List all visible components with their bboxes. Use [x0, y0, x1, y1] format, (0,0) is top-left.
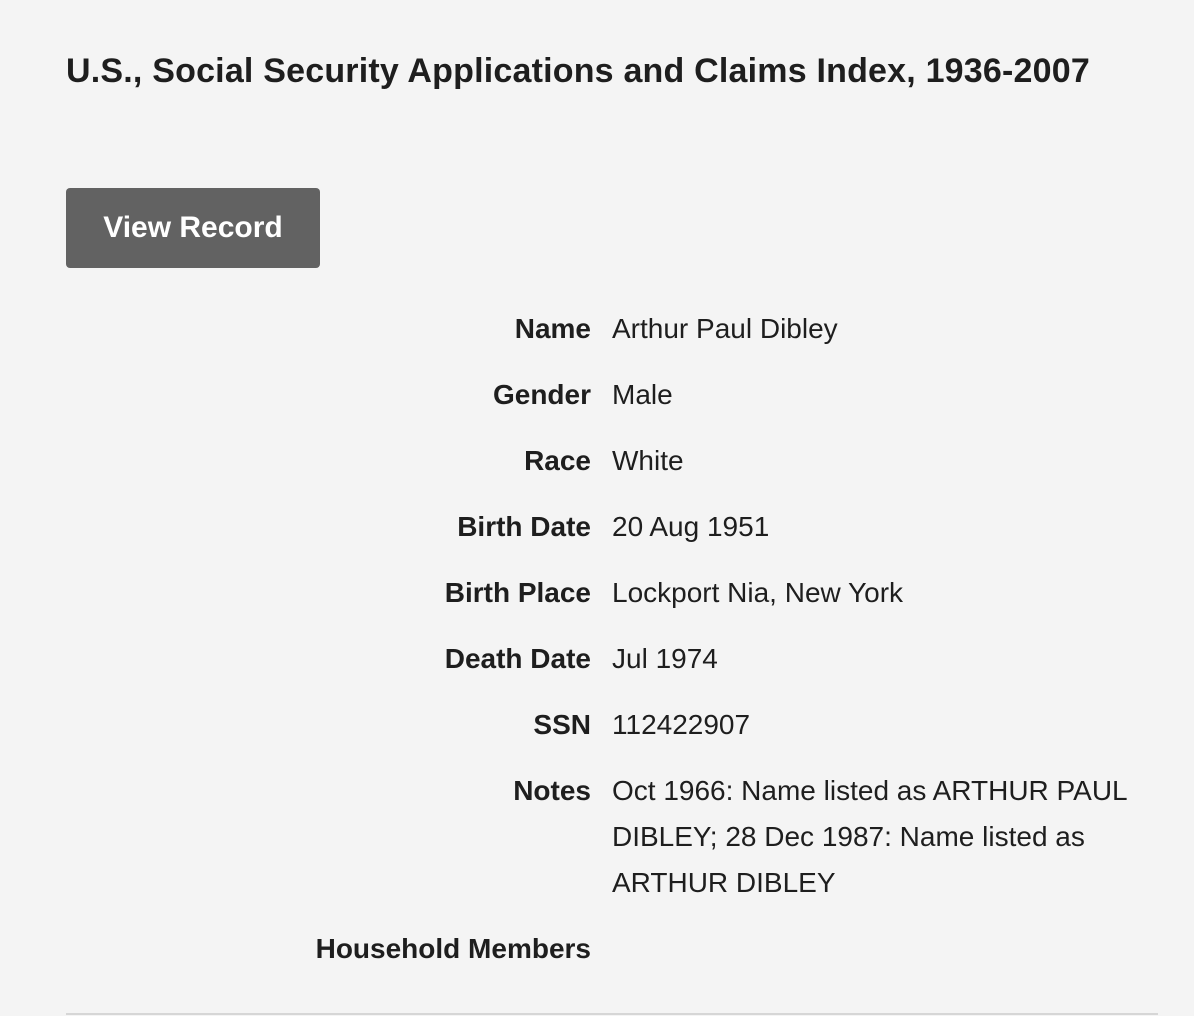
field-label-birth-place: Birth Place [444, 577, 591, 608]
field-row-household-members [66, 926, 1158, 972]
field-label-notes: Notes [513, 775, 591, 806]
field-value-death-date: Jul 1974 [612, 643, 718, 674]
field-value-gender: Male [612, 379, 673, 410]
field-label-death-date: Death Date [444, 643, 591, 674]
field-value-name: Arthur Paul Dibley [612, 313, 838, 344]
field-label-gender: Gender [492, 379, 591, 410]
field-value-notes: Oct 1966: Name listed as ARTHUR PAUL DIBLEY; 28 Dec 1987: Name listed as ARTHUR DIBLEY [612, 775, 1127, 898]
field-row-birth-place [66, 570, 1158, 636]
field-row-ssn [66, 702, 1158, 768]
view-record-button[interactable]: View Record [66, 188, 320, 268]
section-divider [66, 1013, 1158, 1015]
field-label-race: Race [524, 445, 591, 476]
record-details [66, 306, 1158, 972]
field-row-race [66, 438, 1158, 504]
field-label-name: Name [514, 313, 591, 344]
field-value-race: White [612, 445, 684, 476]
field-label-ssn: SSN [533, 709, 591, 740]
field-row-birth-date [66, 504, 1158, 570]
field-value-birth-date: 20 Aug 1951 [612, 511, 770, 542]
record-title: U.S., Social Security Applications and Claims Index, 1936-2007 [66, 52, 1090, 90]
field-label-birth-date: Birth Date [457, 511, 591, 542]
field-row-death-date [66, 636, 1158, 702]
field-row-notes [66, 768, 1158, 926]
field-row-gender [66, 372, 1158, 438]
field-value-ssn: 112422907 [612, 709, 751, 740]
field-row-name [66, 306, 1158, 372]
field-value-household-members [612, 926, 1158, 946]
field-value-birth-place: Lockport Nia, New York [612, 577, 904, 608]
field-label-household-members: Household Members [315, 933, 591, 964]
